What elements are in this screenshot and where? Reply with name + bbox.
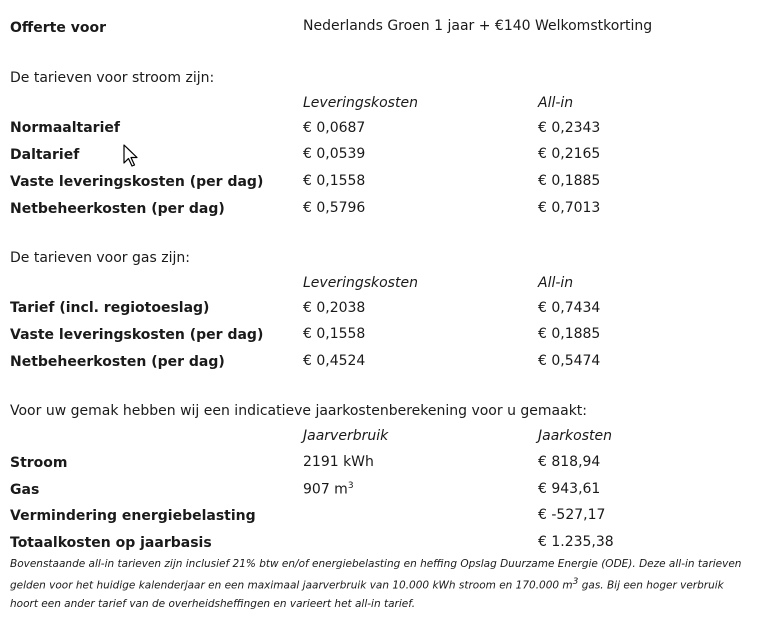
stroom-col-allin: All-in [538, 95, 574, 111]
stroom-row-label: Netbeheerkosten (per dag) [10, 201, 225, 217]
gas-row-label: Netbeheerkosten (per dag) [10, 354, 225, 370]
gas-intro: De tarieven voor gas zijn: [10, 250, 190, 266]
footnote [10, 555, 750, 613]
jaar-col-kosten: Jaarkosten [538, 428, 612, 444]
jaar-gas-verbruik [303, 481, 354, 498]
stroom-row-levering: € 0,5796 [303, 200, 366, 216]
jaar-totaal-kosten: € 1.235,38 [538, 534, 614, 550]
stroom-intro: De tarieven voor stroom zijn: [10, 70, 215, 86]
stroom-row-levering: € 0,1558 [303, 173, 366, 189]
stroom-row-allin: € 0,2165 [538, 146, 601, 162]
stroom-row-label: Normaaltarief [10, 120, 120, 136]
jaar-stroom-label: Stroom [10, 455, 68, 471]
footnote-part1: Bovenstaande all-in tarieven zijn inclusief 21% btw en/of energiebelasting en heffing Opslag Duurzame Energie (ODE). Deze all-in tarieven gelden voor het huidige kalenderjaar en een maximaal jaarverbruik van 10.000 kWh stroom en 170.000 m [10, 558, 742, 592]
gas-unit-superscript: 3 [347, 481, 354, 491]
stroom-col-levering: Leveringskosten [303, 95, 418, 111]
stroom-row-label: Vaste leveringskosten (per dag) [10, 174, 264, 190]
stroom-row-allin: € 0,7013 [538, 200, 601, 216]
gas-verbruik-value: 907 m [303, 481, 348, 498]
jaar-vermindering-kosten: € -527,17 [538, 507, 606, 523]
gas-row-label: Tarief (incl. regiotoeslag) [10, 300, 210, 316]
jaar-intro: Voor uw gemak hebben wij een indicatieve jaarkostenberekening voor u gemaakt: [10, 403, 588, 419]
offer-product: Nederlands Groen 1 jaar + €140 Welkomstkorting [303, 18, 653, 34]
footnote-part2: gas. Bij een hoger verbruik hoort een ander tarief van de overheidsheffingen en varieert het all-in tarief. [10, 579, 724, 610]
mouse-cursor-icon [123, 144, 141, 170]
footnote-superscript: 3 [572, 577, 579, 587]
offer-label: Offerte voor [10, 20, 106, 36]
gas-col-levering: Leveringskosten [303, 275, 418, 291]
jaar-gas-label: Gas [10, 482, 40, 498]
jaar-stroom-verbruik: 2191 kWh [303, 454, 374, 470]
gas-col-allin: All-in [538, 275, 574, 291]
gas-row-levering: € 0,2038 [303, 300, 366, 316]
jaar-vermindering-label: Vermindering energiebelasting [10, 508, 256, 524]
stroom-row-levering: € 0,0539 [303, 146, 366, 162]
gas-row-allin: € 0,1885 [538, 326, 601, 342]
gas-row-label: Vaste leveringskosten (per dag) [10, 327, 264, 343]
gas-row-levering: € 0,1558 [303, 326, 366, 342]
jaar-totaal-label: Totaalkosten op jaarbasis [10, 535, 212, 551]
gas-row-allin: € 0,5474 [538, 353, 601, 369]
gas-row-levering: € 0,4524 [303, 353, 366, 369]
stroom-row-label: Daltarief [10, 147, 80, 163]
gas-row-allin: € 0,7434 [538, 300, 601, 316]
stroom-row-allin: € 0,2343 [538, 120, 601, 136]
stroom-row-allin: € 0,1885 [538, 173, 601, 189]
stroom-row-levering: € 0,0687 [303, 120, 366, 136]
jaar-stroom-kosten: € 818,94 [538, 454, 601, 470]
jaar-col-verbruik: Jaarverbruik [303, 428, 389, 444]
jaar-gas-kosten: € 943,61 [538, 481, 601, 497]
